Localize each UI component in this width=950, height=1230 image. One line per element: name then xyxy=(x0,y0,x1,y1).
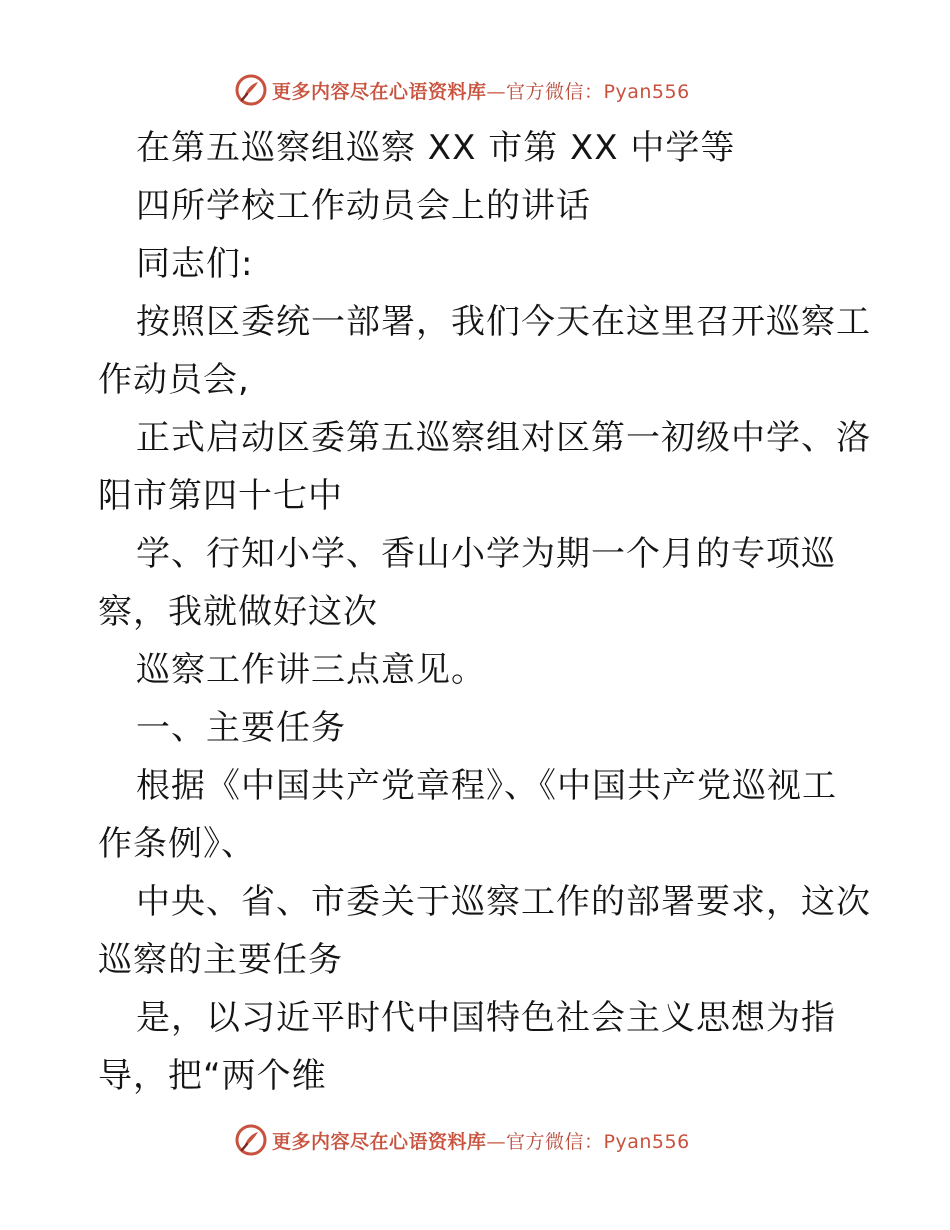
paragraph-line: 正式启动区委第五巡察组对区第一初级中学、洛 xyxy=(136,418,871,458)
watermark-text: 更多内容尽在心语资料库—官方微信：Pyan556 xyxy=(272,1130,690,1153)
paragraph-line: 学、行知小学、香山小学为期一个月的专项巡 xyxy=(136,534,836,574)
paragraph-line: 按照区委统一部署，我们今天在这里召开巡察工 xyxy=(136,302,871,342)
header-watermark xyxy=(234,72,690,108)
paragraph-line: 巡察的主要任务 xyxy=(98,940,343,980)
paragraph-line: 作动员会, xyxy=(98,360,250,400)
paragraph-line: 巡察工作讲三点意见。 xyxy=(136,650,486,690)
paragraph-line: 阳市第四十七中 xyxy=(98,476,343,516)
section-heading: 一、主要任务 xyxy=(136,708,346,748)
logo-icon xyxy=(234,1123,268,1157)
paragraph-line: 中央、省、市委关于巡察工作的部署要求，这次 xyxy=(136,882,871,922)
salutation: 同志们: xyxy=(136,244,254,284)
title-line-2: 四所学校工作动员会上的讲话 xyxy=(136,186,591,226)
paragraph-line: 作条例》、 xyxy=(98,824,256,864)
paragraph-line: 是，以习近平时代中国特色社会主义思想为指 xyxy=(136,998,836,1038)
watermark-text: 更多内容尽在心语资料库—官方微信：Pyan556 xyxy=(272,80,690,103)
logo-icon xyxy=(234,73,268,107)
paragraph-line: 根据《中国共产党章程》、《中国共产党巡视工 xyxy=(136,766,837,806)
footer-watermark xyxy=(234,1122,690,1158)
title-line-1: 在第五巡察组巡察 XX 市第 XX 中学等 xyxy=(136,128,736,168)
paragraph-line: 察，我就做好这次 xyxy=(98,592,378,632)
paragraph-line: 导，把“两个维 xyxy=(98,1056,327,1096)
